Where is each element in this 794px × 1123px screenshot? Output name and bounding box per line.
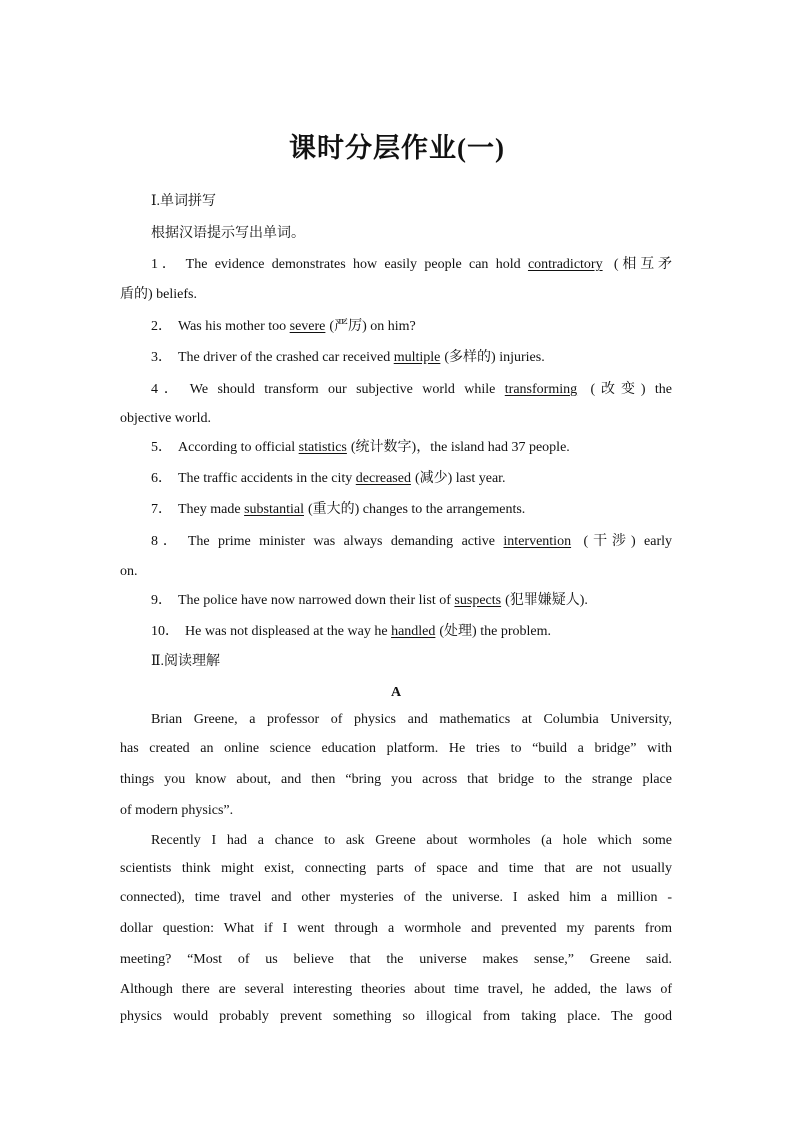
question-7: 7． They made substantial (重大的) changes to the arrangements. — [151, 502, 526, 517]
section-heading-reading: Ⅱ.阅读理解 — [151, 654, 221, 669]
answer-1: contradictory — [527, 257, 603, 272]
question-8: 8． The prime minister was always demanding active intervention (干涉) early — [151, 534, 673, 549]
question-9: 9． The police have now narrowed down their list of suspects (犯罪嫌疑人). — [151, 593, 588, 608]
passage-line-10: Although there are several interesting theories about time travel, he added, the laws of — [120, 982, 672, 997]
question-1-continued: 盾的) beliefs. — [120, 287, 197, 302]
answer-7: substantial — [244, 502, 304, 517]
question-3: 3． The driver of the crashed car received multiple (多样的) injuries. — [151, 350, 545, 365]
passage-line-1: Brian Greene, a professor of physics and mathematics at Columbia University, — [151, 712, 672, 727]
passage-line-2: has created an online science education platform. He tries to “build a bridge” with — [120, 741, 672, 756]
passage-line-9: meeting? “Most of us believe that the universe makes sense,” Greene said. — [120, 952, 672, 967]
answer-3: multiple — [393, 350, 441, 365]
answer-10: handled — [391, 624, 436, 639]
question-1: 1． The evidence demonstrates how easily people can hold contradictory (相互矛 — [151, 257, 673, 272]
answer-4: transforming — [504, 382, 578, 397]
question-10: 10． He was not displeased at the way he handled (处理) the problem. — [151, 624, 551, 639]
question-4-continued: objective world. — [120, 411, 211, 426]
passage-line-6: scientists think might exist, connecting parts of space and time that are not usually — [120, 861, 672, 876]
question-6: 6． The traffic accidents in the city decreased (减少) last year. — [151, 471, 506, 486]
passage-line-5: Recently I had a chance to ask Greene about wormholes (a hole which some — [151, 833, 672, 848]
passage-line-11: physics would probably prevent something so illogical from taking place. The good — [120, 1009, 672, 1024]
answer-2: severe — [289, 319, 326, 334]
answer-8: intervention — [503, 534, 572, 549]
question-4: 4． We should transform our subjective world while transforming (改变) the — [151, 382, 672, 397]
instruction-text: 根据汉语提示写出单词。 — [151, 226, 305, 241]
page-title: 课时分层作业(一) — [289, 133, 505, 163]
answer-5: statistics — [298, 440, 347, 455]
section-heading-vocabulary: Ⅰ.单词拼写 — [151, 194, 217, 209]
answer-6: decreased — [355, 471, 411, 486]
passage-label: A — [390, 685, 402, 700]
passage-line-4: of modern physics”. — [120, 803, 234, 818]
question-5: 5． According to official statistics (统计数字)，the island had 37 people. — [151, 440, 570, 455]
passage-line-8: dollar question: What if I went through a wormhole and prevented my parents from — [120, 921, 672, 936]
question-8-continued: on. — [120, 564, 138, 579]
passage-line-3: things you know about, and then “bring you across that bridge to the strange place — [120, 772, 672, 787]
question-2: 2． Was his mother too severe (严厉) on him? — [151, 319, 416, 334]
passage-line-7: connected), time travel and other mysteries of the universe. I asked him a million - — [120, 890, 672, 905]
answer-9: suspects — [454, 593, 502, 608]
